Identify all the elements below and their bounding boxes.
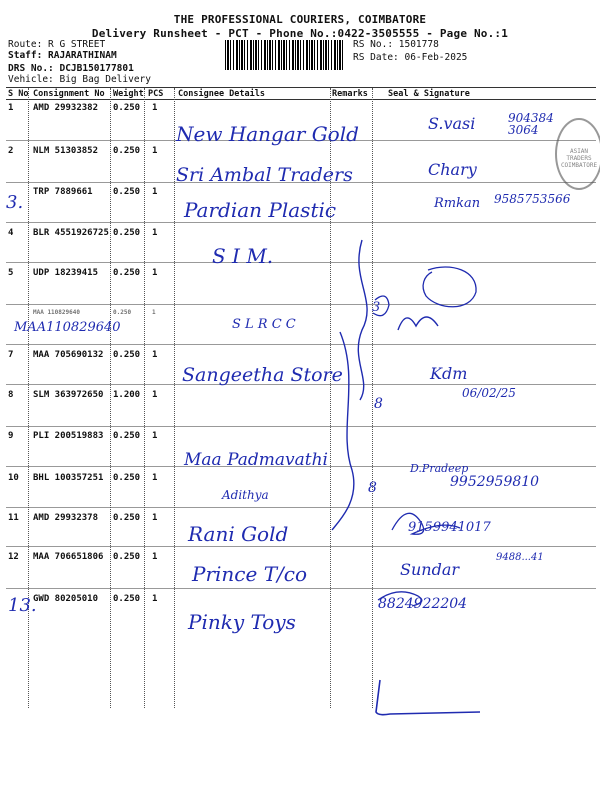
row-4-sno: 4 bbox=[8, 228, 14, 238]
row-11-consignment: AMD 29932378 bbox=[33, 513, 99, 523]
drs-label: DRS No.: DCJB150177801 bbox=[8, 63, 134, 74]
row-3-weight: 0.250 bbox=[113, 187, 141, 197]
handwritten-phone: 9488...41 bbox=[496, 552, 544, 563]
handwritten-signature: D.Pradeep bbox=[410, 462, 469, 475]
route-label: Route: R G STREET bbox=[8, 39, 106, 50]
handwritten-signature: Rmkan bbox=[434, 196, 481, 211]
handwritten-date: 06/02/25 bbox=[462, 386, 516, 400]
bracket-stroke bbox=[358, 240, 367, 400]
remark-loop bbox=[373, 296, 389, 316]
row-4-consignment: BLR 4551926725 bbox=[33, 228, 109, 238]
row-7-weight: 0.250 bbox=[113, 350, 141, 360]
row-10-weight: 0.250 bbox=[113, 473, 141, 483]
rs-number: RS No.: 1501778 bbox=[353, 39, 439, 50]
handwritten-consignee: New Hangar Gold bbox=[176, 122, 359, 146]
handwritten-phone: 9585753566 bbox=[494, 192, 571, 206]
handwritten-consignee: Maa Padmavathi bbox=[184, 450, 328, 470]
row-10-sno: 10 bbox=[8, 473, 19, 483]
row-12-weight: 0.250 bbox=[113, 552, 141, 562]
column-header-signature: Seal & Signature bbox=[388, 89, 470, 99]
row-4-pcs: 1 bbox=[152, 228, 158, 238]
row-13-pcs: 1 bbox=[152, 594, 158, 604]
row-12-sno: 12 bbox=[8, 552, 19, 562]
row-9-sno: 9 bbox=[8, 431, 14, 441]
row-12-consignment: MAA 706651806 bbox=[33, 552, 104, 562]
row-12-pcs: 1 bbox=[152, 552, 158, 562]
row-13-consignment: GWD 80205010 bbox=[33, 594, 99, 604]
row-11-sno: 11 bbox=[8, 513, 19, 523]
row-2-consignment: NLM 51303852 bbox=[33, 146, 99, 156]
handwritten-signature: S.vasi bbox=[428, 114, 476, 133]
company-title: THE PROFESSIONAL COURIERS, COIMBATORE bbox=[173, 13, 427, 26]
row-9-pcs: 1 bbox=[152, 431, 158, 441]
handwritten-consignee: S L R C C bbox=[232, 317, 296, 332]
column-header-pcs: PCS bbox=[148, 89, 164, 99]
row-6-weight: 0.250 bbox=[113, 309, 132, 314]
row-5-weight: 0.250 bbox=[113, 268, 141, 278]
row-10-pcs: 1 bbox=[152, 473, 158, 483]
column-header-sno: S No bbox=[8, 89, 29, 99]
signature-stroke bbox=[392, 513, 460, 534]
row-5-pcs: 1 bbox=[152, 268, 158, 278]
row-2-weight: 0.250 bbox=[113, 146, 141, 156]
handwritten-row-mark: 3. bbox=[6, 192, 24, 213]
handwritten-consignee: Pinky Toys bbox=[188, 610, 296, 634]
handwritten-consignee: Sangeetha Store bbox=[182, 364, 343, 386]
row-7-consignment: MAA 705690132 bbox=[33, 350, 104, 360]
handwritten-remark: 8 bbox=[374, 396, 383, 412]
handwritten-phone: 8824922204 bbox=[378, 596, 468, 612]
bracket-stroke bbox=[332, 332, 354, 530]
row-10-consignment: BHL 100357251 bbox=[33, 473, 104, 483]
row-11-weight: 0.250 bbox=[113, 513, 141, 523]
row-7-pcs: 1 bbox=[152, 350, 158, 360]
row-9-consignment: PLI 200519883 bbox=[33, 431, 104, 441]
row-4-weight: 0.250 bbox=[113, 228, 141, 238]
column-header-consignee: Consignee Details bbox=[178, 89, 265, 99]
row-9-weight: 0.250 bbox=[113, 431, 141, 441]
handwritten-consignment-number: MAA110829640 bbox=[14, 320, 121, 335]
rs-date: RS Date: 06-Feb-2025 bbox=[353, 52, 468, 63]
signature-stroke bbox=[378, 592, 422, 606]
handwritten-phone: 9952959810 bbox=[450, 474, 540, 490]
signature-stroke bbox=[376, 680, 480, 715]
row-2-pcs: 1 bbox=[152, 146, 158, 156]
row-8-weight: 1.200 bbox=[113, 390, 141, 400]
handwritten-consignee: Rani Gold bbox=[188, 522, 289, 546]
row-1-consignment: AMD 29932382 bbox=[33, 103, 99, 113]
handwritten-signature: Kdm bbox=[430, 364, 468, 383]
row-1-weight: 0.250 bbox=[113, 103, 141, 113]
column-header-remarks: Remarks bbox=[332, 89, 368, 99]
handwritten-row-mark: 13. bbox=[8, 595, 37, 616]
row-13-weight: 0.250 bbox=[113, 594, 141, 604]
column-header-weight: Weight bbox=[113, 89, 144, 99]
row-7-sno: 7 bbox=[8, 350, 14, 360]
row-11-pcs: 1 bbox=[152, 513, 158, 523]
handwritten-signature: Chary bbox=[428, 160, 477, 179]
row-2-sno: 2 bbox=[8, 146, 14, 156]
stamp-text: ASIAN TRADERS COIMBATORE bbox=[560, 148, 598, 169]
runsheet-title: Delivery Runsheet - PCT - Phone No.:0422-3505555 - Page No.:1 bbox=[91, 27, 509, 40]
row-5-consignment: UDP 18239415 bbox=[33, 268, 99, 278]
handwritten-remark: 8 bbox=[368, 480, 377, 496]
handwritten-signature: Sundar bbox=[400, 560, 459, 579]
row-1-pcs: 1 bbox=[152, 103, 158, 113]
row-6-consignment: MAA 110829640 bbox=[33, 309, 80, 314]
handwritten-phone: 904384 3064 bbox=[508, 111, 554, 137]
row-1-sno: 1 bbox=[8, 103, 14, 113]
handwritten-consignee: Prince T/co bbox=[192, 562, 308, 586]
row-8-sno: 8 bbox=[8, 390, 14, 400]
handwritten-consignee: Sri Ambal Traders bbox=[176, 164, 353, 186]
staff-label: Staff: RAJARATHINAM bbox=[8, 50, 117, 61]
handwritten-consignee: S I M. bbox=[212, 244, 274, 268]
vehicle-label: Vehicle: Big Bag Delivery bbox=[8, 74, 151, 85]
signature-oval bbox=[423, 267, 476, 307]
row-3-consignment: TRP 7889661 bbox=[33, 187, 93, 197]
row-6-pcs: 1 bbox=[152, 309, 156, 314]
handwritten-consignee: Pardian Plastic bbox=[184, 198, 337, 222]
row-5-sno: 5 bbox=[8, 268, 14, 278]
handwritten-consignee: Adithya bbox=[222, 488, 269, 502]
handwritten-remark: 3 bbox=[372, 300, 381, 315]
row-8-consignment: SLM 363972650 bbox=[33, 390, 104, 400]
row-3-pcs: 1 bbox=[152, 187, 158, 197]
handwritten-phone: 9159941017 bbox=[408, 520, 491, 535]
column-header-consignment: Consignment No bbox=[33, 89, 105, 99]
signature-stroke bbox=[398, 317, 438, 330]
row-8-pcs: 1 bbox=[152, 390, 158, 400]
